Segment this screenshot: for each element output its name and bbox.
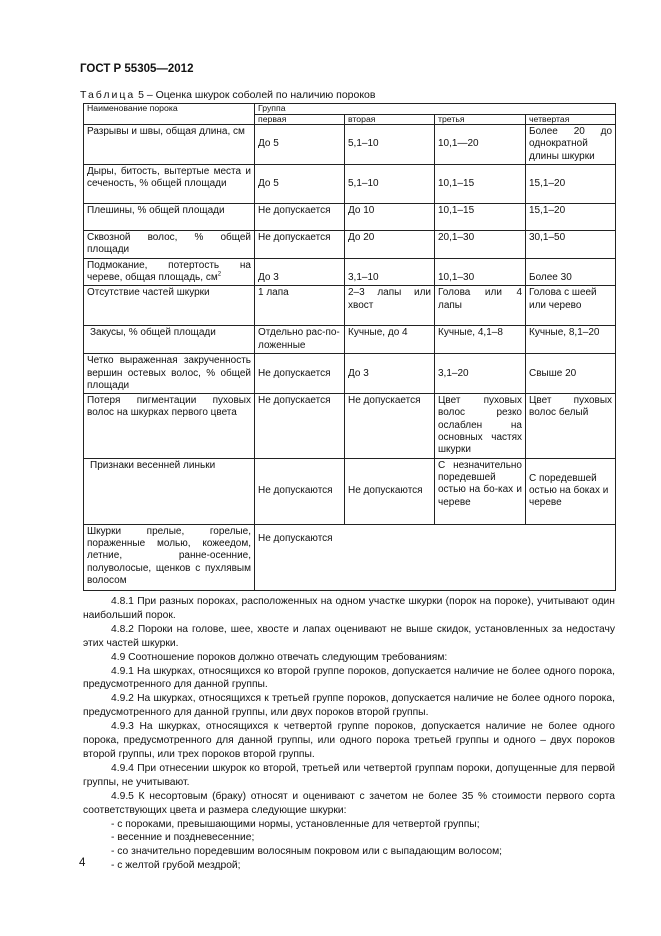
defect-name-cell — [84, 258, 255, 286]
value-cell: До 3 — [345, 354, 435, 394]
value-cell: До 5 — [255, 125, 345, 165]
value-cell: Не допускается — [255, 394, 345, 458]
table-caption — [80, 89, 375, 101]
value-cell: Не допускается — [255, 354, 345, 394]
value-cell: 3,1–10 — [345, 258, 435, 286]
value-cell: 1 лапа — [255, 286, 345, 326]
page-number: 4 — [79, 857, 86, 869]
paragraph: 4.8.1 При разных пороках, расположенных на одном участке шкурки (порок на пороке), учитывают один наибольший порок. — [83, 596, 615, 621]
table-caption-number: 5 — [138, 89, 144, 101]
list-item: - с желтой грубой мездрой; — [111, 860, 241, 872]
paragraph: 4.9 Соотношение пороков должно отвечать следующим требованиям: — [111, 651, 448, 663]
value-cell: С незначительно поредевшей остью на бо-ках и череве — [435, 458, 526, 524]
value-cell: Цвет пуховых волос резко ослаблен на основных частях шкурки — [435, 394, 526, 458]
defect-name-cell: Потеря пигментации пуховых волос на шкурках первого цвета — [84, 394, 255, 458]
document-header: ГОСТ Р 55305—2012 — [80, 63, 194, 75]
value-cell: Не допускается — [345, 394, 435, 458]
value-cell: Не допускаются — [255, 458, 345, 524]
list-item: - со значительно поредевшим волосяным покровом или с выпадающим волосом; — [111, 846, 503, 858]
table-row — [84, 204, 616, 231]
value-cell: 5,1–10 — [345, 125, 435, 165]
defect-name-cell: Отсутствие частей шкурки — [84, 286, 255, 326]
value-cell: Свыше 20 — [526, 354, 616, 394]
value-cell: Отдельно рас-по-ложенные — [255, 326, 345, 354]
defect-name-tail: е, общая площадь, см — [114, 271, 218, 283]
defect-name-cell: Разрывы и швы, общая длина, см — [84, 125, 255, 165]
body-text — [83, 595, 615, 873]
value-cell: Голова или 4 лапы — [435, 286, 526, 326]
superscript-two: 2 — [217, 271, 222, 278]
value-cell: 2–3 лапы или хвост — [345, 286, 435, 326]
table-header-row — [84, 104, 616, 115]
value-cell: С поредевшей остью на боках и череве — [526, 458, 616, 524]
header-group: Группа — [255, 104, 616, 115]
table-row — [84, 354, 616, 394]
value-cell: Не допускается — [255, 204, 345, 231]
defect-name-cell: Сквозной волос, % общей площади — [84, 231, 255, 259]
value-cell: Более 30 — [526, 258, 616, 286]
table-row — [84, 394, 616, 458]
defect-name-cell: Закусы, % общей площади — [84, 326, 255, 354]
value-cell: 15,1–20 — [526, 165, 616, 204]
value-cell: Голова с шеей или черево — [526, 286, 616, 326]
header-group-1: первая — [255, 114, 345, 125]
paragraph: 4.9.3 На шкурках, относящихся к четвертой группе пороков, допускается наличие не более одного порока, предусмотренного для данной группы, или одного порока третьей группы и одного – двух пороков второй группы, или трех пороков второй группы. — [83, 721, 615, 760]
table-row — [84, 125, 616, 165]
value-cell: До 20 — [345, 231, 435, 259]
paragraph: 4.9.1 На шкурках, относящихся ко второй группе пороков, допускается наличие не более одного порока, предусмотренного для данной группы. — [83, 665, 615, 691]
value-cell: 10,1–30 — [435, 258, 526, 286]
value-cell: Кучные, до 4 — [345, 326, 435, 354]
defect-name-cell: Четко выраженная закрученность вершин остевых волос, % общей площади — [84, 354, 255, 394]
value-cell: До 5 — [255, 165, 345, 204]
value-cell: До 10 — [345, 204, 435, 231]
value-cell: До 3 — [255, 258, 345, 286]
value-cell: Более 20 до однократной длины шкурки — [526, 125, 616, 165]
value-cell-merged: Не допускаются — [255, 524, 616, 590]
header-group-3: третья — [435, 114, 526, 125]
paragraph: 4.8.2 Пороки на голове, шее, хвосте и лапах оценивают не выше скидок, установленных за недостачу этих частей шкурки. — [83, 623, 615, 649]
value-cell: Кучные, 8,1–20 — [526, 326, 616, 354]
value-cell: 10,1–15 — [435, 165, 526, 204]
header-group-2: вторая — [345, 114, 435, 125]
value-cell: 15,1–20 — [526, 204, 616, 231]
header-group-4: четвертая — [526, 114, 616, 125]
table-row — [84, 524, 616, 590]
value-cell: Кучные, 4,1–8 — [435, 326, 526, 354]
defect-name-cell: Дыры, битость, вытертые места и сеченость, % общей площади — [84, 165, 255, 204]
defect-name-cell: Плешины, % общей площади — [84, 204, 255, 231]
value-cell: Не допускается — [255, 231, 345, 259]
defect-name-cell: Шкурки прелые, горелые, пораженные молью, кожеедом, летние, ранне-осенние, полуволосые, щенков с пухлявым волосом — [84, 524, 255, 590]
list-item: - с пороками, превышающими нормы, установленные для четвертой группы; — [111, 818, 480, 830]
value-cell: Не допускаются — [345, 458, 435, 524]
paragraph: 4.9.2 На шкурках, относящихся к третьей группе пороков, допускается наличие не более одного порока, предусмотренного для данной группы, или двух пороков второй группы. — [83, 693, 615, 719]
table-row — [84, 458, 616, 524]
table-row — [84, 165, 616, 204]
value-cell: 30,1–50 — [526, 231, 616, 259]
value-cell: 5,1–10 — [345, 165, 435, 204]
value-cell: Цвет пуховых волос белый — [526, 394, 616, 458]
paragraph: 4.9.5 К несортовым (браку) относят и оценивают с зачетом не более 35 % стоимости первого сорта соответствующих цвета и размера следующие шкурки: — [83, 790, 615, 816]
paragraph: 4.9.4 При отнесении шкурок ко второй, третьей или четвертой группам пороки, допущенные для первой группы, не учитывают. — [83, 762, 615, 788]
defect-name-cell: Признаки весенней линьки — [84, 458, 255, 524]
value-cell: 20,1–30 — [435, 231, 526, 259]
table-row — [84, 258, 616, 286]
table-row — [84, 231, 616, 259]
table-caption-word: Таблица — [80, 89, 136, 101]
table-row — [84, 286, 616, 326]
value-cell: 10,1–15 — [435, 204, 526, 231]
table-caption-title: – Оценка шкурок соболей по наличию пороков — [146, 89, 376, 101]
value-cell: 3,1–20 — [435, 354, 526, 394]
table-row — [84, 326, 616, 354]
list-item: - весенние и поздневесенние; — [111, 832, 255, 844]
header-defect-name: Наименование порока — [84, 104, 255, 125]
defect-name-text: Подмокание, потертость на черев — [87, 259, 251, 283]
defects-table — [83, 103, 616, 591]
value-cell: 10,1—20 — [435, 125, 526, 165]
